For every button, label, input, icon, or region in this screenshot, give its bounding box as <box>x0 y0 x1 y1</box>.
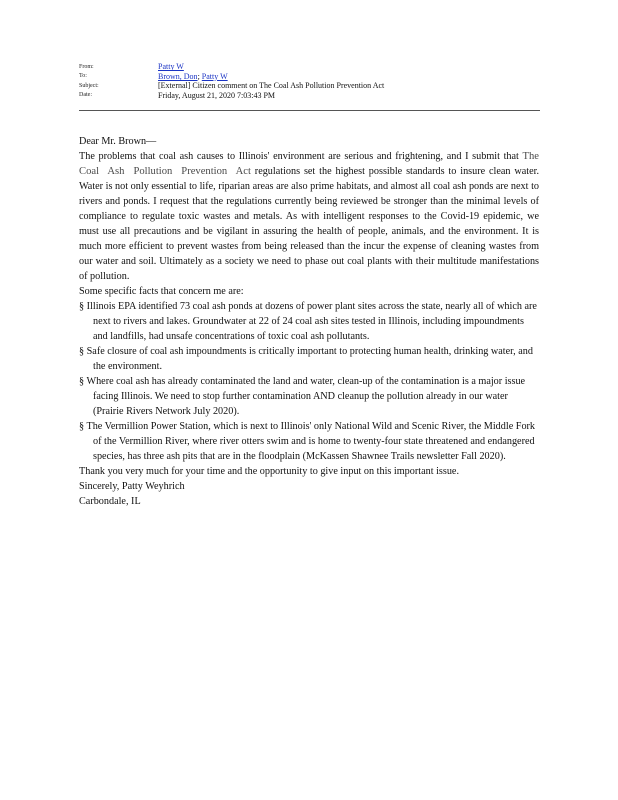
closing-line: Sincerely, Patty Weyhrich <box>79 481 185 492</box>
to-link-brown[interactable]: Brown, Don <box>158 71 198 81</box>
facts-intro: Some specific facts that concern me are: <box>79 286 244 297</box>
act-title: The Coal Ash Pollution Prevention Act <box>79 151 540 177</box>
from-row <box>79 62 539 72</box>
section-symbol: § <box>79 421 85 432</box>
section-symbol: § <box>79 376 85 387</box>
email-header <box>79 62 539 100</box>
thanks-line: Thank you very much for your time and the opportunity to give input on this important issue. <box>79 466 459 477</box>
date-value: Friday, August 21, 2020 7:03:43 PM <box>158 90 276 100</box>
fact-text: Where coal ash has already contaminated the land and water, clean-up of the contamination is a major issue facing Illinois. We need to stop further contamination AND cleanup the pollution already in our water (Prairie Rivers Network July 2020). <box>86 376 526 417</box>
subject-row <box>79 81 539 91</box>
to-link-patty[interactable]: Patty W <box>201 71 228 81</box>
to-label: To: <box>79 73 87 80</box>
section-symbol: § <box>79 346 85 357</box>
city-line: Carbondale, IL <box>79 496 141 507</box>
salutation: Dear Mr. Brown— <box>79 136 157 147</box>
fact-text: Safe closure of coal ash impoundments is critically important to protecting human health, drinking water, and the environment. <box>86 346 533 372</box>
to-row <box>79 72 539 82</box>
header-divider <box>79 110 540 111</box>
paragraph-main-start: The problems that coal ash causes to Illinois' environment are serious and frightening, and I submit that <box>79 151 519 162</box>
email-body <box>79 134 539 509</box>
fact-text: The Vermillion Power Station, which is next to Illinois' only National Wild and Scenic River, the Middle Fork of the Vermillion River, where river otters swim and is home to twenty-four state threatened and endangered species, has three ash pits that are in the floodplain (McKassen Shawnee Trails newsletter Fall 2020). <box>86 421 536 462</box>
paragraph-main <box>79 149 539 284</box>
date-label: Date: <box>79 92 92 99</box>
fact-item <box>79 344 539 374</box>
fact-item <box>79 374 539 419</box>
subject-label: Subject: <box>79 82 99 89</box>
paragraph-main-rest: regulations set the highest possible standards to insure clean water. Water is not only essential to life, riparian areas are also prime habitats, and almost all coal ash ponds are next to rivers and ponds. I request that the regulations currently being reviewed be stronger than the minimal levels of compliance to regulate toxic wastes and metals. As with intelligent responses to the Covid-19 epidemic, we must use all precautions and be vigilant in assuring the health of people, animals, and the environment. It is much more efficient to prevent wastes from being released than the incur the expense of cleaning wastes from our water and soil. Ultimately as a society we need to phase out coal plants with their multitude manifestations of pollution. <box>79 166 539 282</box>
fact-text: Illinois EPA identified 73 coal ash ponds at dozens of power plant sites across the state, nearly all of which are next to rivers and lakes. Groundwater at 22 of 24 coal ash sites tested in Illinois, including impoundments and landfills, had unsafe concentrations of toxic coal ash pollutants. <box>86 301 537 342</box>
fact-item <box>79 299 539 344</box>
from-link[interactable]: Patty W <box>158 62 184 72</box>
section-symbol: § <box>79 301 85 312</box>
subject-value: [External] Citizen comment on The Coal Ash Pollution Prevention Act <box>158 81 385 91</box>
to-separator: ; <box>197 71 202 81</box>
from-label: From: <box>79 63 94 70</box>
date-row <box>79 91 539 101</box>
fact-item <box>79 419 539 464</box>
